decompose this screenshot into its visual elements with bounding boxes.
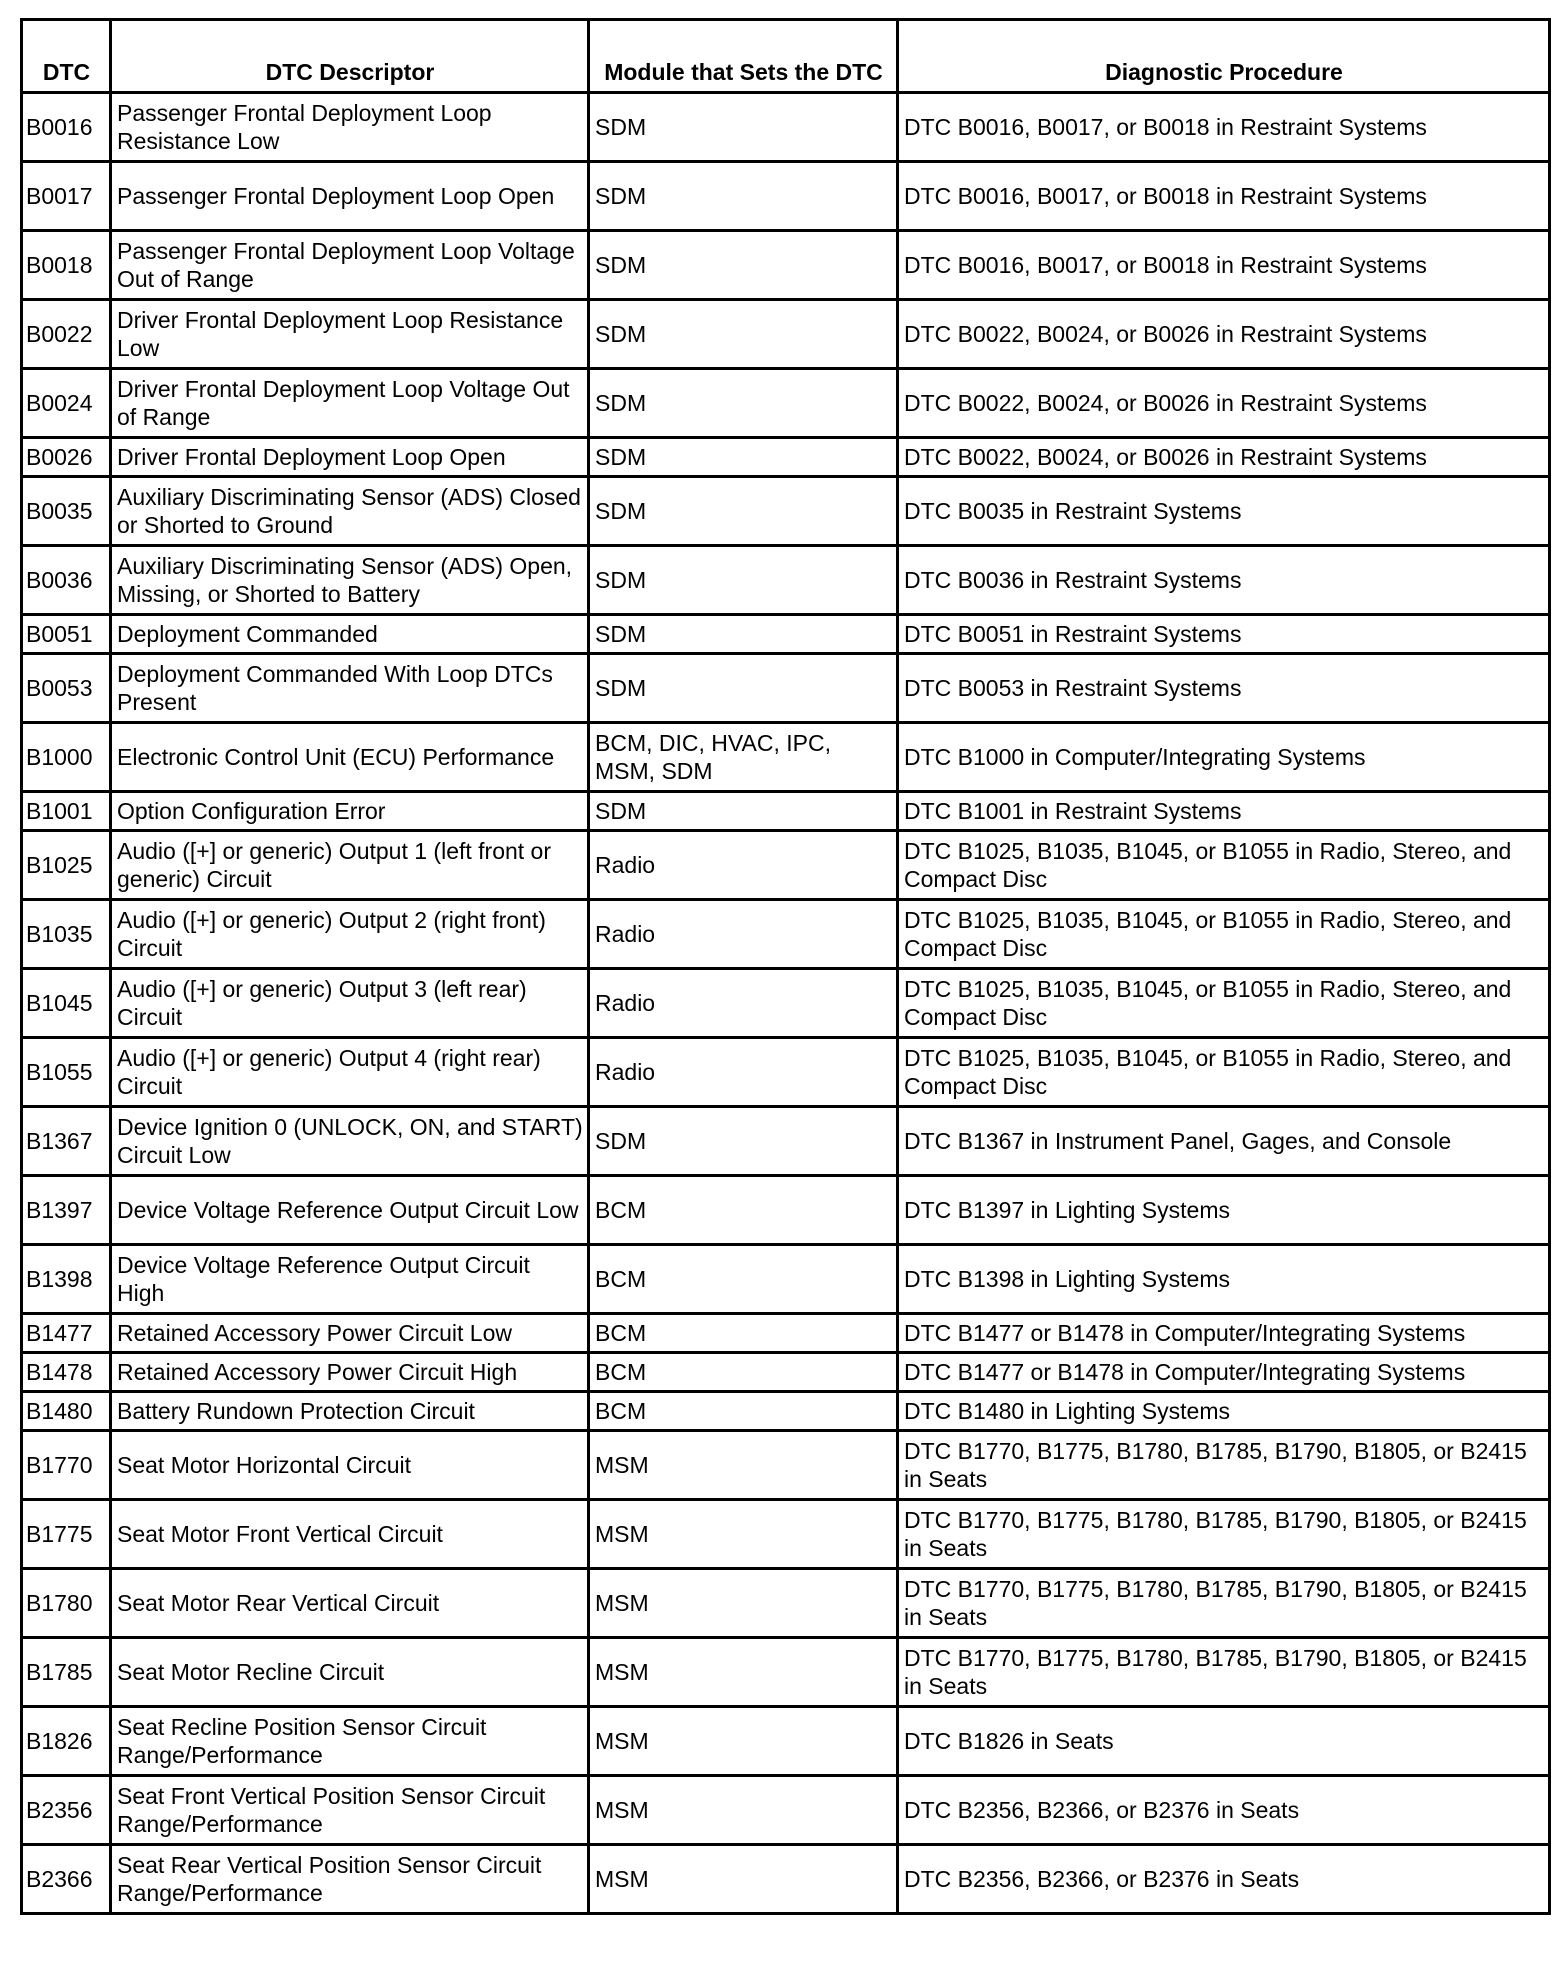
table-row: [22, 162, 1550, 231]
cell-diagnostic-procedure: DTC B1000 in Computer/Integrating Systems: [898, 723, 1550, 792]
cell-dtc-descriptor: Retained Accessory Power Circuit Low: [111, 1314, 589, 1353]
cell-dtc-code: B0024: [22, 369, 111, 438]
dtc-table: [20, 18, 1551, 1915]
cell-dtc-descriptor: Driver Frontal Deployment Loop Voltage Out of Range: [111, 369, 589, 438]
cell-module: MSM: [589, 1500, 898, 1569]
cell-dtc-descriptor: Driver Frontal Deployment Loop Open: [111, 438, 589, 477]
table-row: [22, 1431, 1550, 1500]
table-row: [22, 969, 1550, 1038]
cell-diagnostic-procedure: DTC B2356, B2366, or B2376 in Seats: [898, 1776, 1550, 1845]
cell-module: SDM: [589, 615, 898, 654]
cell-module: BCM: [589, 1314, 898, 1353]
cell-dtc-code: B0017: [22, 162, 111, 231]
cell-dtc-code: B1775: [22, 1500, 111, 1569]
cell-dtc-descriptor: Auxiliary Discriminating Sensor (ADS) Closed or Shorted to Ground: [111, 477, 589, 546]
cell-dtc-descriptor: Audio ([+] or generic) Output 1 (left front or generic) Circuit: [111, 831, 589, 900]
cell-module: MSM: [589, 1569, 898, 1638]
cell-diagnostic-procedure: DTC B1025, B1035, B1045, or B1055 in Radio, Stereo, and Compact Disc: [898, 969, 1550, 1038]
cell-dtc-descriptor: Passenger Frontal Deployment Loop Voltage Out of Range: [111, 231, 589, 300]
cell-dtc-code: B1478: [22, 1353, 111, 1392]
cell-diagnostic-procedure: DTC B1477 or B1478 in Computer/Integrating Systems: [898, 1353, 1550, 1392]
cell-dtc-code: B1001: [22, 792, 111, 831]
cell-module: MSM: [589, 1431, 898, 1500]
cell-dtc-code: B1055: [22, 1038, 111, 1107]
cell-diagnostic-procedure: DTC B1397 in Lighting Systems: [898, 1176, 1550, 1245]
cell-diagnostic-procedure: DTC B1826 in Seats: [898, 1707, 1550, 1776]
dtc-document: [20, 18, 1548, 1915]
cell-dtc-code: B2356: [22, 1776, 111, 1845]
cell-module: Radio: [589, 900, 898, 969]
cell-dtc-code: B1477: [22, 1314, 111, 1353]
header-dtc-descriptor: DTC Descriptor: [111, 20, 589, 93]
cell-dtc-code: B1780: [22, 1569, 111, 1638]
cell-dtc-descriptor: Electronic Control Unit (ECU) Performance: [111, 723, 589, 792]
cell-dtc-descriptor: Deployment Commanded: [111, 615, 589, 654]
cell-module: SDM: [589, 438, 898, 477]
header-diagnostic-procedure: Diagnostic Procedure: [898, 20, 1550, 93]
table-header-row: [22, 20, 1550, 93]
cell-module: BCM, DIC, HVAC, IPC, MSM, SDM: [589, 723, 898, 792]
cell-dtc-descriptor: Passenger Frontal Deployment Loop Open: [111, 162, 589, 231]
cell-module: SDM: [589, 1107, 898, 1176]
table-row: [22, 93, 1550, 162]
cell-diagnostic-procedure: DTC B1025, B1035, B1045, or B1055 in Radio, Stereo, and Compact Disc: [898, 1038, 1550, 1107]
cell-diagnostic-procedure: DTC B0053 in Restraint Systems: [898, 654, 1550, 723]
cell-dtc-descriptor: Auxiliary Discriminating Sensor (ADS) Open, Missing, or Shorted to Battery: [111, 546, 589, 615]
cell-module: MSM: [589, 1638, 898, 1707]
table-row: [22, 831, 1550, 900]
cell-module: SDM: [589, 231, 898, 300]
cell-dtc-descriptor: Seat Recline Position Sensor Circuit Range/Performance: [111, 1707, 589, 1776]
cell-module: Radio: [589, 1038, 898, 1107]
table-row: [22, 654, 1550, 723]
cell-diagnostic-procedure: DTC B1398 in Lighting Systems: [898, 1245, 1550, 1314]
cell-dtc-descriptor: Seat Motor Horizontal Circuit: [111, 1431, 589, 1500]
cell-dtc-descriptor: Seat Motor Recline Circuit: [111, 1638, 589, 1707]
table-row: [22, 300, 1550, 369]
table-row: [22, 1353, 1550, 1392]
table-row: [22, 1638, 1550, 1707]
cell-dtc-code: B1826: [22, 1707, 111, 1776]
table-row: [22, 1314, 1550, 1353]
table-row: [22, 1176, 1550, 1245]
table-row: [22, 546, 1550, 615]
table-row: [22, 792, 1550, 831]
table-row: [22, 1776, 1550, 1845]
cell-dtc-descriptor: Battery Rundown Protection Circuit: [111, 1392, 589, 1431]
table-row: [22, 477, 1550, 546]
cell-dtc-descriptor: Device Voltage Reference Output Circuit Low: [111, 1176, 589, 1245]
cell-module: MSM: [589, 1707, 898, 1776]
cell-dtc-descriptor: Seat Motor Rear Vertical Circuit: [111, 1569, 589, 1638]
cell-module: MSM: [589, 1845, 898, 1914]
cell-module: SDM: [589, 546, 898, 615]
cell-dtc-descriptor: Driver Frontal Deployment Loop Resistance Low: [111, 300, 589, 369]
cell-dtc-descriptor: Seat Rear Vertical Position Sensor Circuit Range/Performance: [111, 1845, 589, 1914]
cell-dtc-descriptor: Deployment Commanded With Loop DTCs Present: [111, 654, 589, 723]
cell-diagnostic-procedure: DTC B1480 in Lighting Systems: [898, 1392, 1550, 1431]
cell-dtc-code: B1398: [22, 1245, 111, 1314]
cell-dtc-code: B1367: [22, 1107, 111, 1176]
cell-diagnostic-procedure: DTC B1770, B1775, B1780, B1785, B1790, B1805, or B2415 in Seats: [898, 1638, 1550, 1707]
table-row: [22, 438, 1550, 477]
table-row: [22, 1245, 1550, 1314]
table-row: [22, 615, 1550, 654]
table-row: [22, 1392, 1550, 1431]
table-row: [22, 1569, 1550, 1638]
table-body: [22, 93, 1550, 1914]
cell-diagnostic-procedure: DTC B0022, B0024, or B0026 in Restraint Systems: [898, 438, 1550, 477]
cell-diagnostic-procedure: DTC B0035 in Restraint Systems: [898, 477, 1550, 546]
cell-diagnostic-procedure: DTC B1001 in Restraint Systems: [898, 792, 1550, 831]
cell-dtc-code: B2366: [22, 1845, 111, 1914]
cell-dtc-descriptor: Seat Front Vertical Position Sensor Circuit Range/Performance: [111, 1776, 589, 1845]
cell-dtc-code: B1397: [22, 1176, 111, 1245]
cell-dtc-descriptor: Audio ([+] or generic) Output 2 (right front) Circuit: [111, 900, 589, 969]
cell-module: SDM: [589, 792, 898, 831]
cell-module: BCM: [589, 1392, 898, 1431]
table-row: [22, 1845, 1550, 1914]
cell-diagnostic-procedure: DTC B0016, B0017, or B0018 in Restraint Systems: [898, 93, 1550, 162]
cell-diagnostic-procedure: DTC B0051 in Restraint Systems: [898, 615, 1550, 654]
cell-dtc-descriptor: Device Voltage Reference Output Circuit High: [111, 1245, 589, 1314]
cell-module: Radio: [589, 969, 898, 1038]
cell-module: SDM: [589, 477, 898, 546]
cell-diagnostic-procedure: DTC B1770, B1775, B1780, B1785, B1790, B1805, or B2415 in Seats: [898, 1500, 1550, 1569]
cell-dtc-code: B0018: [22, 231, 111, 300]
cell-dtc-descriptor: Retained Accessory Power Circuit High: [111, 1353, 589, 1392]
cell-dtc-descriptor: Seat Motor Front Vertical Circuit: [111, 1500, 589, 1569]
cell-dtc-code: B1000: [22, 723, 111, 792]
cell-dtc-code: B0026: [22, 438, 111, 477]
table-row: [22, 1107, 1550, 1176]
cell-dtc-code: B0053: [22, 654, 111, 723]
cell-dtc-code: B1480: [22, 1392, 111, 1431]
cell-dtc-code: B0036: [22, 546, 111, 615]
cell-diagnostic-procedure: DTC B0016, B0017, or B0018 in Restraint Systems: [898, 162, 1550, 231]
cell-module: SDM: [589, 369, 898, 438]
table-row: [22, 1707, 1550, 1776]
table-row: [22, 1038, 1550, 1107]
cell-dtc-descriptor: Audio ([+] or generic) Output 3 (left rear) Circuit: [111, 969, 589, 1038]
cell-module: SDM: [589, 162, 898, 231]
cell-diagnostic-procedure: DTC B1025, B1035, B1045, or B1055 in Radio, Stereo, and Compact Disc: [898, 831, 1550, 900]
table-row: [22, 369, 1550, 438]
cell-diagnostic-procedure: DTC B1025, B1035, B1045, or B1055 in Radio, Stereo, and Compact Disc: [898, 900, 1550, 969]
cell-dtc-descriptor: Passenger Frontal Deployment Loop Resistance Low: [111, 93, 589, 162]
cell-dtc-code: B0035: [22, 477, 111, 546]
table-row: [22, 1500, 1550, 1569]
cell-diagnostic-procedure: DTC B0036 in Restraint Systems: [898, 546, 1550, 615]
cell-dtc-code: B0051: [22, 615, 111, 654]
cell-dtc-descriptor: Option Configuration Error: [111, 792, 589, 831]
cell-dtc-code: B1785: [22, 1638, 111, 1707]
table-row: [22, 900, 1550, 969]
cell-dtc-descriptor: Device Ignition 0 (UNLOCK, ON, and START) Circuit Low: [111, 1107, 589, 1176]
cell-diagnostic-procedure: DTC B1367 in Instrument Panel, Gages, and Console: [898, 1107, 1550, 1176]
cell-module: BCM: [589, 1245, 898, 1314]
table-row: [22, 231, 1550, 300]
cell-diagnostic-procedure: DTC B0022, B0024, or B0026 in Restraint Systems: [898, 369, 1550, 438]
table-row: [22, 723, 1550, 792]
cell-dtc-code: B1035: [22, 900, 111, 969]
cell-diagnostic-procedure: DTC B1770, B1775, B1780, B1785, B1790, B1805, or B2415 in Seats: [898, 1569, 1550, 1638]
header-module: Module that Sets the DTC: [589, 20, 898, 93]
cell-module: SDM: [589, 300, 898, 369]
cell-module: Radio: [589, 831, 898, 900]
header-dtc: DTC: [22, 20, 111, 93]
cell-module: SDM: [589, 93, 898, 162]
cell-module: BCM: [589, 1176, 898, 1245]
cell-diagnostic-procedure: DTC B1770, B1775, B1780, B1785, B1790, B1805, or B2415 in Seats: [898, 1431, 1550, 1500]
cell-diagnostic-procedure: DTC B0022, B0024, or B0026 in Restraint Systems: [898, 300, 1550, 369]
cell-dtc-code: B1025: [22, 831, 111, 900]
cell-dtc-code: B1770: [22, 1431, 111, 1500]
cell-module: SDM: [589, 654, 898, 723]
cell-module: MSM: [589, 1776, 898, 1845]
cell-module: BCM: [589, 1353, 898, 1392]
cell-dtc-code: B1045: [22, 969, 111, 1038]
cell-dtc-code: B0016: [22, 93, 111, 162]
cell-diagnostic-procedure: DTC B0016, B0017, or B0018 in Restraint Systems: [898, 231, 1550, 300]
cell-dtc-descriptor: Audio ([+] or generic) Output 4 (right rear) Circuit: [111, 1038, 589, 1107]
cell-diagnostic-procedure: DTC B2356, B2366, or B2376 in Seats: [898, 1845, 1550, 1914]
cell-diagnostic-procedure: DTC B1477 or B1478 in Computer/Integrating Systems: [898, 1314, 1550, 1353]
cell-dtc-code: B0022: [22, 300, 111, 369]
